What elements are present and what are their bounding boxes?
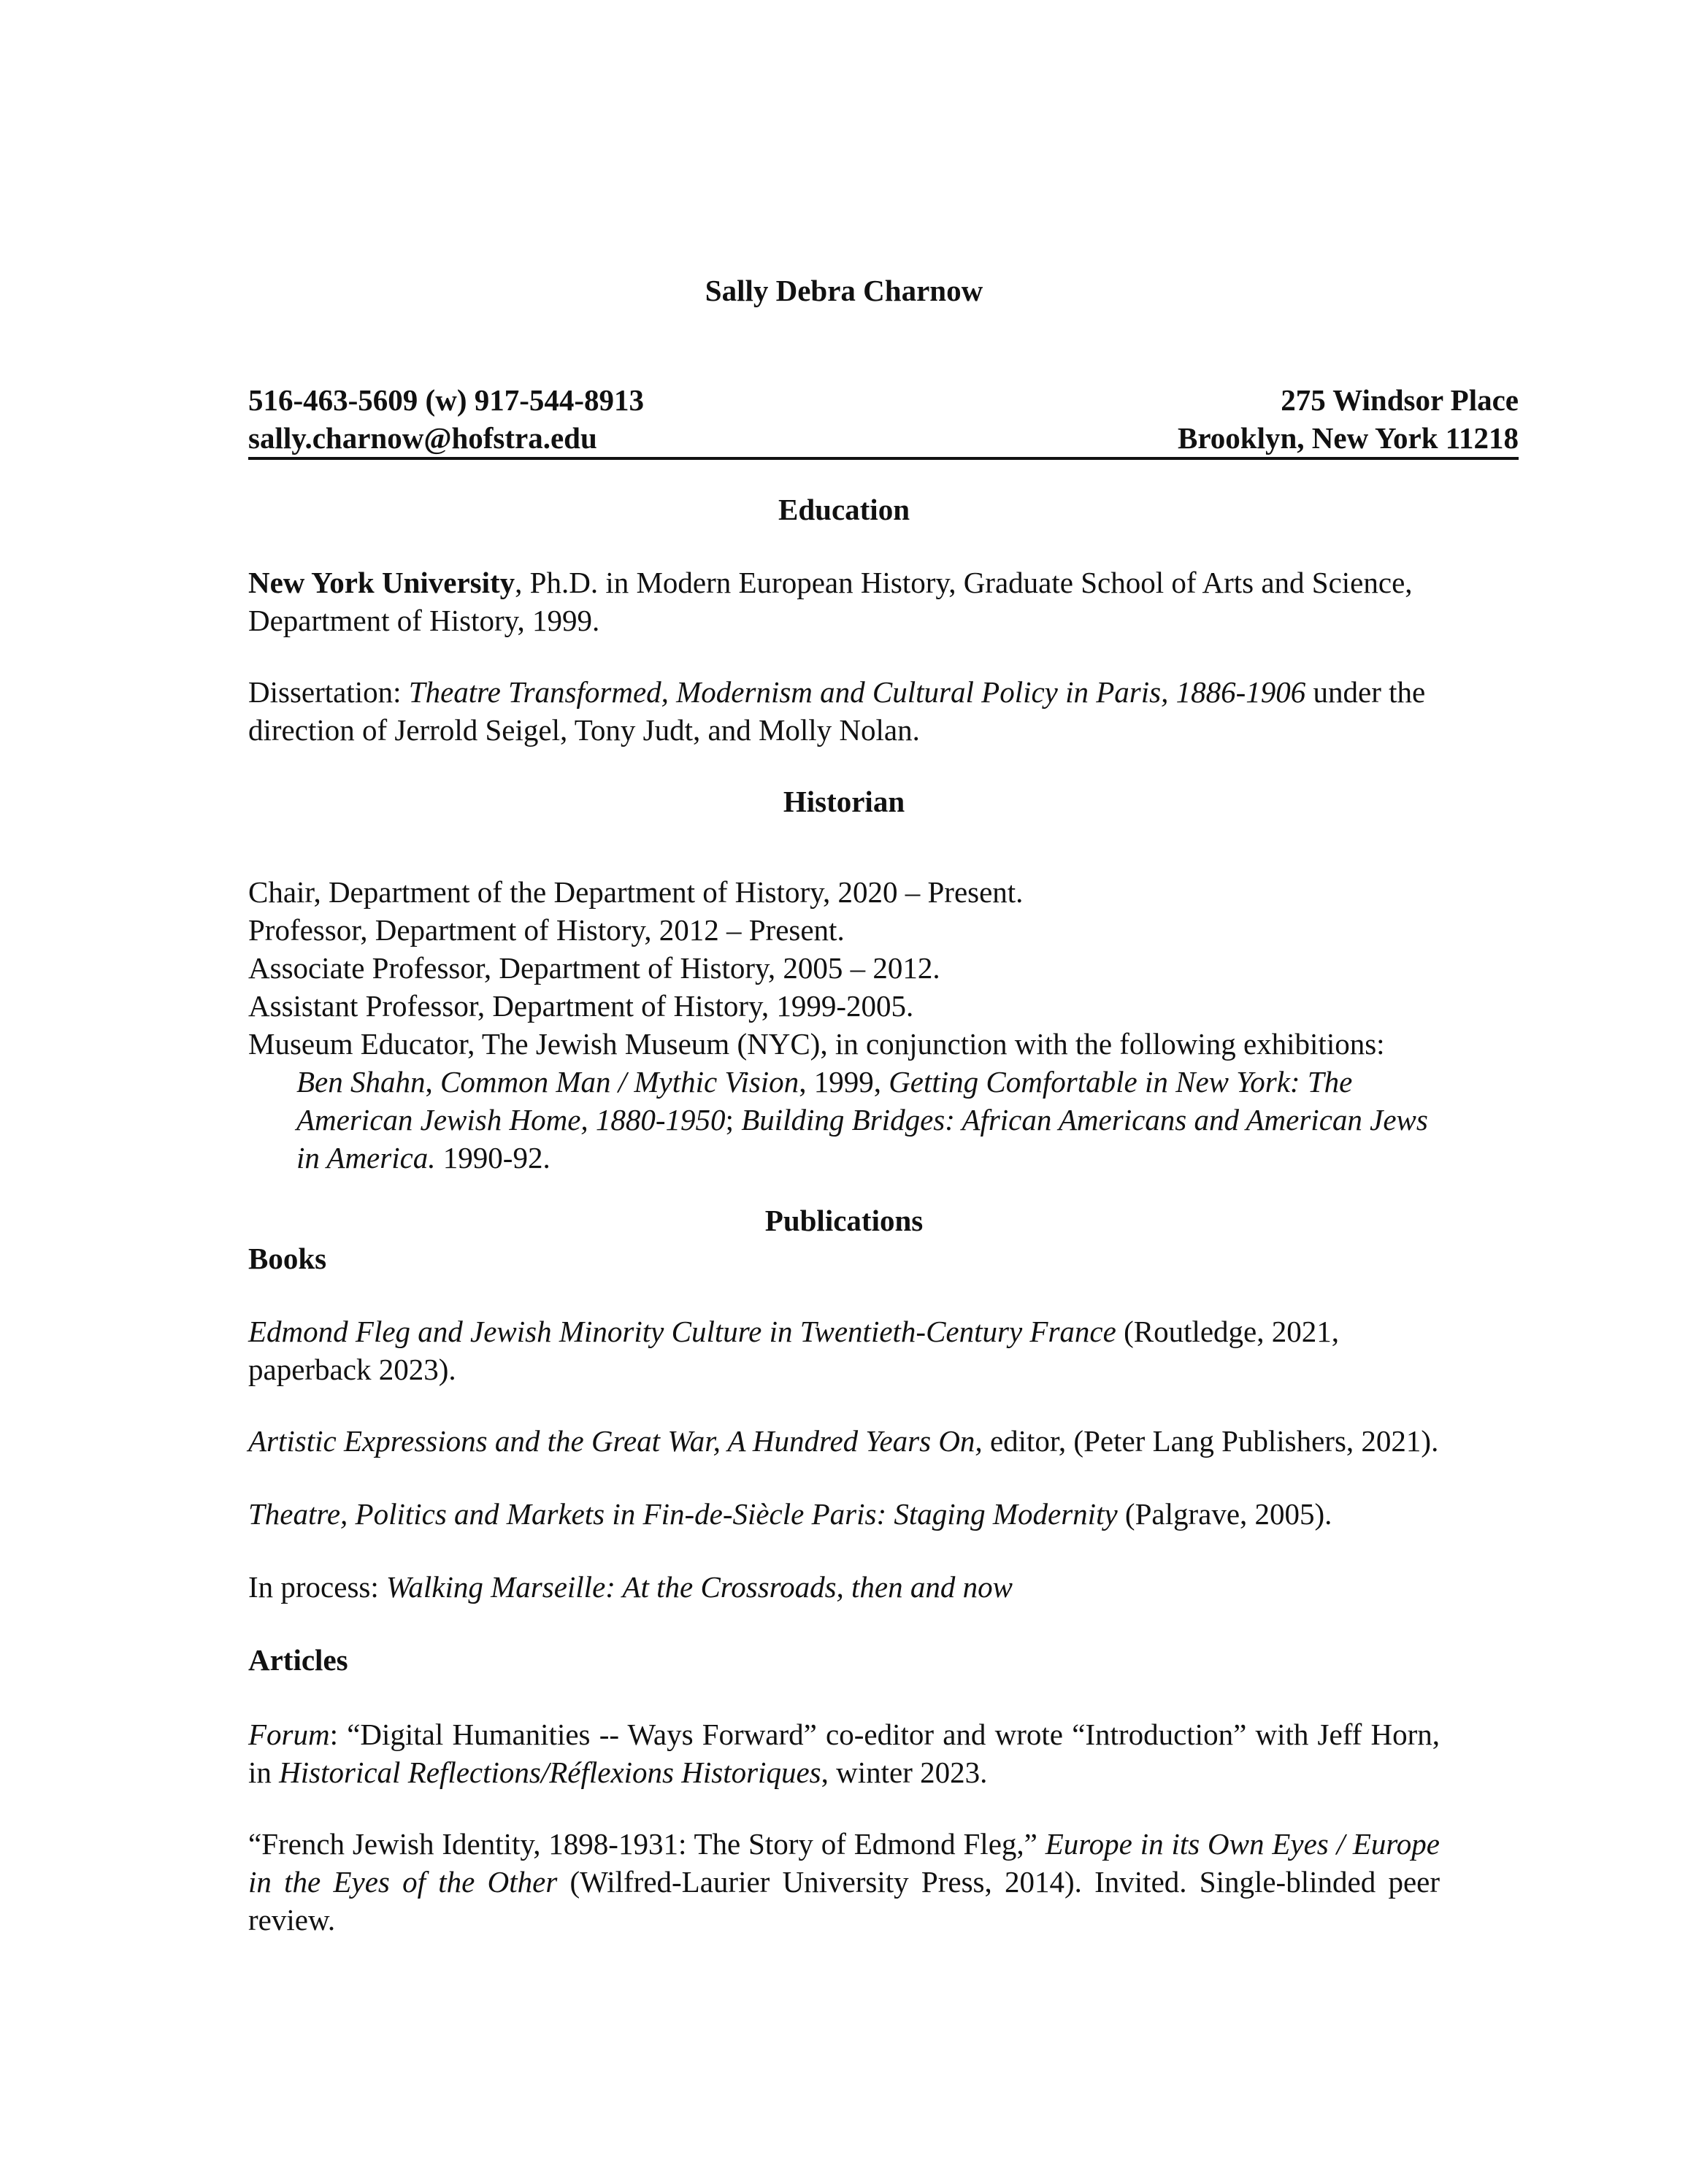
exhibition-1: Ben Shahn (296, 1065, 426, 1099)
article-entry (248, 1715, 1440, 1791)
education-dissertation (248, 673, 1440, 749)
dissertation-suffix: under the direction of Jerrold Seigel, Tony Judt, and Molly Nolan. (248, 675, 1426, 747)
position-item: Assistant Professor, Department of History, 1999-2005. (248, 989, 914, 1023)
exhibition-2: Common Man / Mythic Vision (440, 1065, 799, 1099)
book-title: Edmond Fleg and Jewish Minority Culture in Twentieth-Century France (248, 1315, 1116, 1348)
cv-name: Sally Debra Charnow (705, 274, 983, 307)
historian-positions (248, 873, 1440, 1177)
book-entry (248, 1568, 1440, 1606)
separator: , (425, 1065, 440, 1099)
book-details: editor, (Peter Lang Publishers, 2021). (982, 1424, 1439, 1458)
publications-heading: Publications (764, 1204, 924, 1237)
position-item: Professor, Department of History, 2012 – Present. (248, 913, 845, 947)
exhibition-4: Building Bridges: African Americans and American Jews in America. (296, 1103, 1428, 1174)
phone-numbers: 516-463-5609 (w) 917-544-8913 (248, 383, 645, 417)
article-details: (Wilfred-Laurier University Press, 2014). Invited. Single-blinded peer review. (248, 1865, 1440, 1937)
book-entry (248, 1312, 1440, 1388)
article-forum-label: Forum (248, 1718, 330, 1751)
article-text: “French Jewish Identity, 1898-1931: The Story of Edmond Fleg,” (248, 1827, 1046, 1861)
museum-educator-line: Museum Educator, The Jewish Museum (NYC), in conjunction with the following exhibitions: (248, 1027, 1385, 1061)
education-degree (248, 564, 1440, 639)
position-item: Associate Professor, Department of History, 2005 – 2012. (248, 951, 940, 985)
exhibition-years: 1990-92. (435, 1141, 550, 1174)
separator: ; (725, 1103, 742, 1137)
address-line-1: 275 Windsor Place (1281, 383, 1519, 417)
separator: , 1999, (799, 1065, 889, 1099)
address-line-2: Brooklyn, New York 11218 (1178, 421, 1519, 455)
exhibition-3: Getting Comfortable in New York: The American Jewish Home, 1880-1950 (296, 1065, 1353, 1137)
dissertation-prefix: Dissertation: (248, 675, 409, 709)
article-journal: Historical Reflections/Réflexions Historiques (279, 1756, 821, 1789)
article-book: Europe in its Own Eyes / Europe in the Eyes of the Other (248, 1827, 1440, 1899)
article-entry (248, 1825, 1440, 1939)
email-address: sally.charnow@hofstra.edu (248, 421, 597, 455)
book-entry (248, 1495, 1440, 1533)
book-title: Theatre, Politics and Markets in Fin-de-Siècle Paris: Staging Modernity (248, 1497, 1118, 1531)
contact-block (248, 381, 1519, 457)
articles-heading: Articles (248, 1643, 348, 1677)
article-text: : “Digital Humanities -- Ways Forward” co-editor and wrote “Introduction” with Jeff Horn, in (248, 1718, 1440, 1789)
book-entry (248, 1422, 1440, 1460)
book-details: (Palgrave, 2005). (1117, 1497, 1332, 1531)
historian-heading: Historian (783, 785, 905, 818)
article-date: , winter 2023. (821, 1756, 988, 1789)
degree-institution: New York University (248, 566, 515, 599)
book-title: Artistic Expressions and the Great War, A Hundred Years On, (248, 1424, 983, 1458)
book-prefix: In process: (248, 1570, 387, 1604)
education-heading: Education (778, 493, 910, 526)
museum-exhibitions (248, 1063, 1440, 1177)
position-item: Chair, Department of the Department of History, 2020 – Present. (248, 875, 1024, 909)
book-details: (Routledge, 2021, paperback 2023). (248, 1315, 1340, 1386)
header-divider (248, 457, 1519, 460)
books-heading: Books (248, 1242, 327, 1275)
book-title: Walking Marseille: At the Crossroads, then and now (386, 1570, 1013, 1604)
degree-text: , Ph.D. in Modern European History, Graduate School of Arts and Science, Department of History, 1999. (248, 566, 1413, 637)
dissertation-title: Theatre Transformed, Modernism and Cultural Policy in Paris, 1886-1906 (408, 675, 1306, 709)
